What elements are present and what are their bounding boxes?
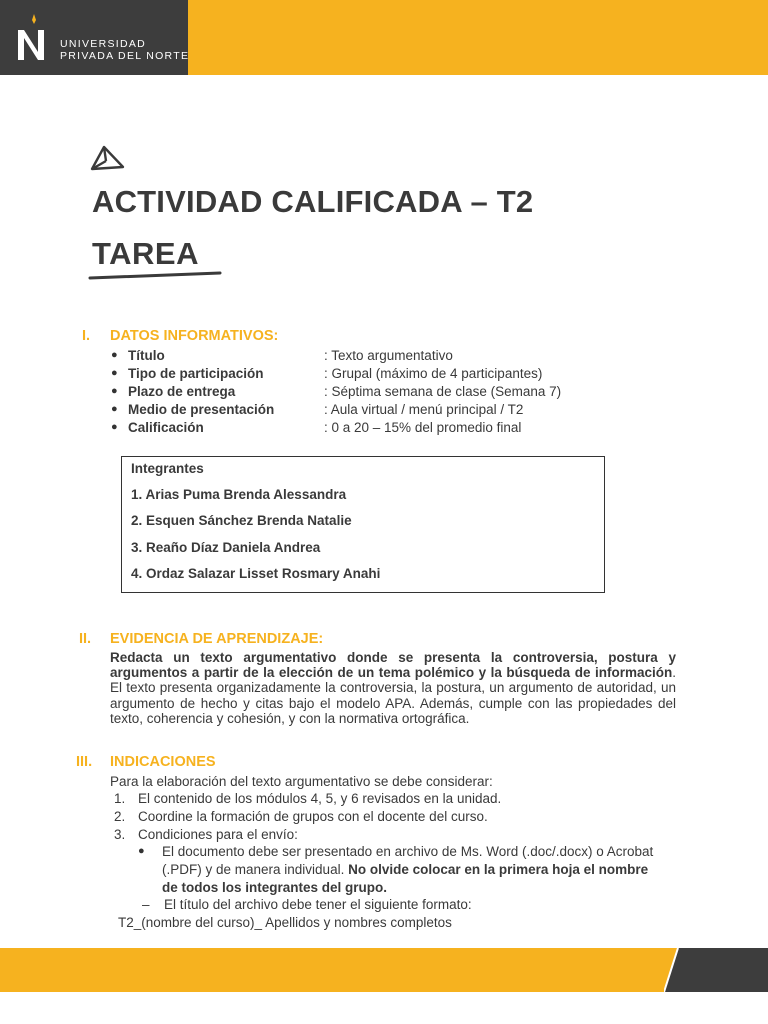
section-2-paragraph (110, 650, 676, 726)
info-label-plazo: Plazo de entrega (128, 384, 236, 399)
bullet-icon: ● (111, 349, 118, 361)
info-label-tipo: Tipo de participación (128, 366, 264, 381)
section-2-number: II. (79, 631, 92, 647)
step-number: 1. (114, 791, 126, 806)
info-value-titulo: : Texto argumentativo (324, 348, 453, 363)
step-text: Condiciones para el envío: (138, 827, 298, 842)
logo-line-1: UNIVERSIDAD (60, 38, 147, 50)
info-value-tipo: : Grupal (máximo de 4 participantes) (324, 366, 543, 381)
sub-item-line-1: El documento debe ser presentado en archivo de Ms. Word (.doc/.docx) o Acrobat (162, 844, 654, 859)
section-2-title: EVIDENCIA DE APRENDIZAJE: (110, 631, 324, 647)
step-number: 3. (114, 827, 126, 842)
bullet-icon: ● (111, 403, 118, 415)
section-3-intro: Para la elaboración del texto argumentativo se debe considerar: (110, 774, 493, 789)
bullet-icon: ● (111, 385, 118, 397)
members-heading: Integrantes (131, 461, 204, 476)
bullet-icon: ● (138, 845, 145, 857)
section-1-number: I. (82, 328, 91, 344)
sub-item-line-2 (162, 862, 648, 877)
step-text: El contenido de los módulos 4, 5, y 6 revisados en la unidad. (138, 791, 502, 806)
member-item: 1. Arias Puma Brenda Alessandra (131, 487, 347, 502)
page-subtitle: TAREA (92, 236, 199, 271)
info-label-titulo: Título (128, 348, 165, 363)
info-value-medio: : Aula virtual / menú principal / T2 (324, 402, 524, 417)
info-label-calificacion: Calificación (128, 420, 204, 435)
member-item: 3. Reaño Díaz Daniela Andrea (131, 540, 321, 555)
file-format-text: T2_(nombre del curso)_ Apellidos y nombres completos (118, 915, 452, 930)
dash-marker: – (142, 897, 150, 912)
university-name (60, 38, 189, 62)
bullet-icon: ● (111, 421, 118, 433)
info-value-plazo: : Séptima semana de clase (Semana 7) (324, 384, 562, 399)
sub-item-line-2-bold: No olvide colocar en la primera hoja el nombre (348, 862, 649, 877)
section-2-bold-text: Redacta un texto argumentativo donde se presenta la controversia, postura y argumentos a partir de la elección de un tema polémico y la búsqueda de información (110, 650, 676, 681)
info-value-calificacion: : 0 a 20 – 15% del promedio final (324, 420, 522, 435)
page-title: ACTIVIDAD CALIFICADA – T2 (92, 184, 534, 219)
bullet-icon: ● (111, 367, 118, 379)
university-logo-icon (14, 14, 50, 62)
footer-bar (0, 948, 768, 992)
sub-item-line-3: de todos los integrantes del grupo. (162, 880, 388, 895)
section-2-rest-text: . El texto presenta organizadamente la controversia, la postura, un argumento de autoridad, un argumento de hecho y citas bajo el modelo APA. Además, cumple con las propiedades del texto, coherencia y cohesión, y con la normativa ortográfica. (110, 665, 676, 726)
section-3-number: III. (76, 754, 93, 770)
logo-line-2: PRIVADA DEL NORTE (60, 50, 190, 62)
step-text: Coordine la formación de grupos con el docente del curso. (138, 809, 488, 824)
navigation-arrow-icon (90, 144, 126, 172)
section-3-title: INDICACIONES (110, 754, 216, 770)
step-number: 2. (114, 809, 126, 824)
footer-dark-corner (664, 948, 768, 992)
member-item: 2. Esquen Sánchez Brenda Natalie (131, 513, 352, 528)
member-item: 4. Ordaz Salazar Lisset Rosmary Anahi (131, 566, 381, 581)
sub-item-line-2-normal: (.PDF) y de manera individual. (162, 862, 345, 877)
info-label-medio: Medio de presentación (128, 402, 275, 417)
dash-item-text: El título del archivo debe tener el siguiente formato: (164, 897, 472, 912)
title-underline (88, 270, 224, 280)
section-1-title: DATOS INFORMATIVOS: (110, 328, 279, 344)
